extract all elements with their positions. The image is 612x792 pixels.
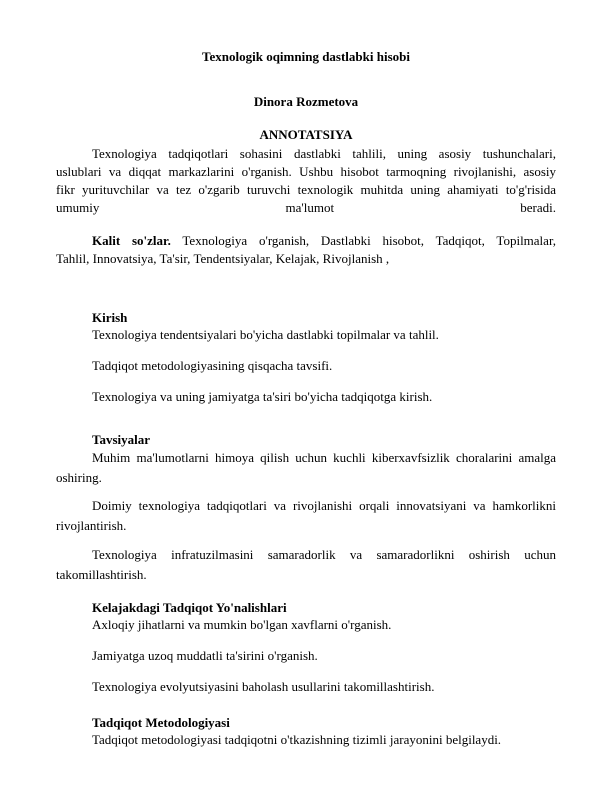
document-title: Texnologik oqimning dastlabki hisobi (202, 49, 410, 64)
author-name: Dinora Rozmetova (253, 94, 359, 109)
kelajak-item-2: Jamiyatga uzoq muddatli ta'sirini o'rganish. (92, 648, 318, 663)
tavsiyalar-item-3: Texnologiya infratuzilmasini samaradorlik va samaradorlikni oshirish uchun takomillashtirish. (56, 547, 556, 582)
annotation-word-malumot: ma'lumot (285, 200, 335, 215)
kirish-item-3: Texnologiya va uning jamiyatga ta'siri bo'yicha tadqiqotga kirish. (92, 389, 433, 404)
section-heading-kelajak: Kelajakdagi Tadqiqot Yo'nalishlari (92, 600, 287, 615)
section-heading-tavsiyalar: Tavsiyalar (92, 432, 151, 447)
annotation-line-3: fikr yurituvchilar va tez o'zgarib turuvchi texnologik muhitda uning ahamiyati to'g'risida (56, 182, 556, 197)
kirish-item-1: Texnologiya tendentsiyalari bo'yicha dastlabki topilmalar va tahlil. (92, 327, 439, 342)
metodologiya-item-1: Tadqiqot metodologiyasi tadqiqotni o'tkazishning tizimli jarayonini belgilaydi. (92, 732, 502, 747)
keywords-line-2: Tahlil, Innovatsiya, Ta'sir, Tendentsiyalar, Kelajak, Rivojlanish , (56, 251, 390, 266)
annotation-line-1: Texnologiya tadqiqotlari sohasini dastlabki tahlili, uning asosiy tushunchalari, (92, 146, 556, 161)
tavsiyalar-item-2: Doimiy texnologiya tadqiqotlari va rivojlanishi orqali innovatsiyani va hamkorlikni rivojlantirish. (56, 498, 556, 533)
kelajak-item-3: Texnologiya evolyutsiyasini baholash usullarini takomillashtirish. (92, 679, 435, 694)
annotation-line-2: uslublari va diqqat markazlarini o'rganish. Ushbu hisobot tarmoqning rivojlanishi, asosiy (56, 164, 556, 179)
tavsiyalar-item-1: Muhim ma'lumotlarni himoya qilish uchun kuchli kiberxavfsizlik choralarini amalga oshiring. (56, 450, 556, 485)
keywords-label: Kalit so'zlar. (92, 233, 171, 248)
annotation-word-beradi: beradi. (520, 200, 556, 215)
kirish-item-2: Tadqiqot metodologiyasining qisqacha tavsifi. (92, 358, 333, 373)
kelajak-item-1: Axloqiy jihatlarni va mumkin bo'lgan xavflarni o'rganish. (92, 617, 392, 632)
section-heading-kirish: Kirish (92, 310, 128, 325)
annotation-word-umumiy: umumiy (56, 200, 100, 215)
annotation-line-4 (56, 199, 556, 218)
section-heading-metodologiya: Tadqiqot Metodologiyasi (92, 715, 230, 730)
keywords-line-1 (92, 232, 556, 251)
keywords-text: Texnologiya o'rganish, Dastlabki hisobot, Tadqiqot, Topilmalar, (170, 233, 557, 248)
annotation-heading: ANNOTATSIYA (259, 127, 353, 142)
